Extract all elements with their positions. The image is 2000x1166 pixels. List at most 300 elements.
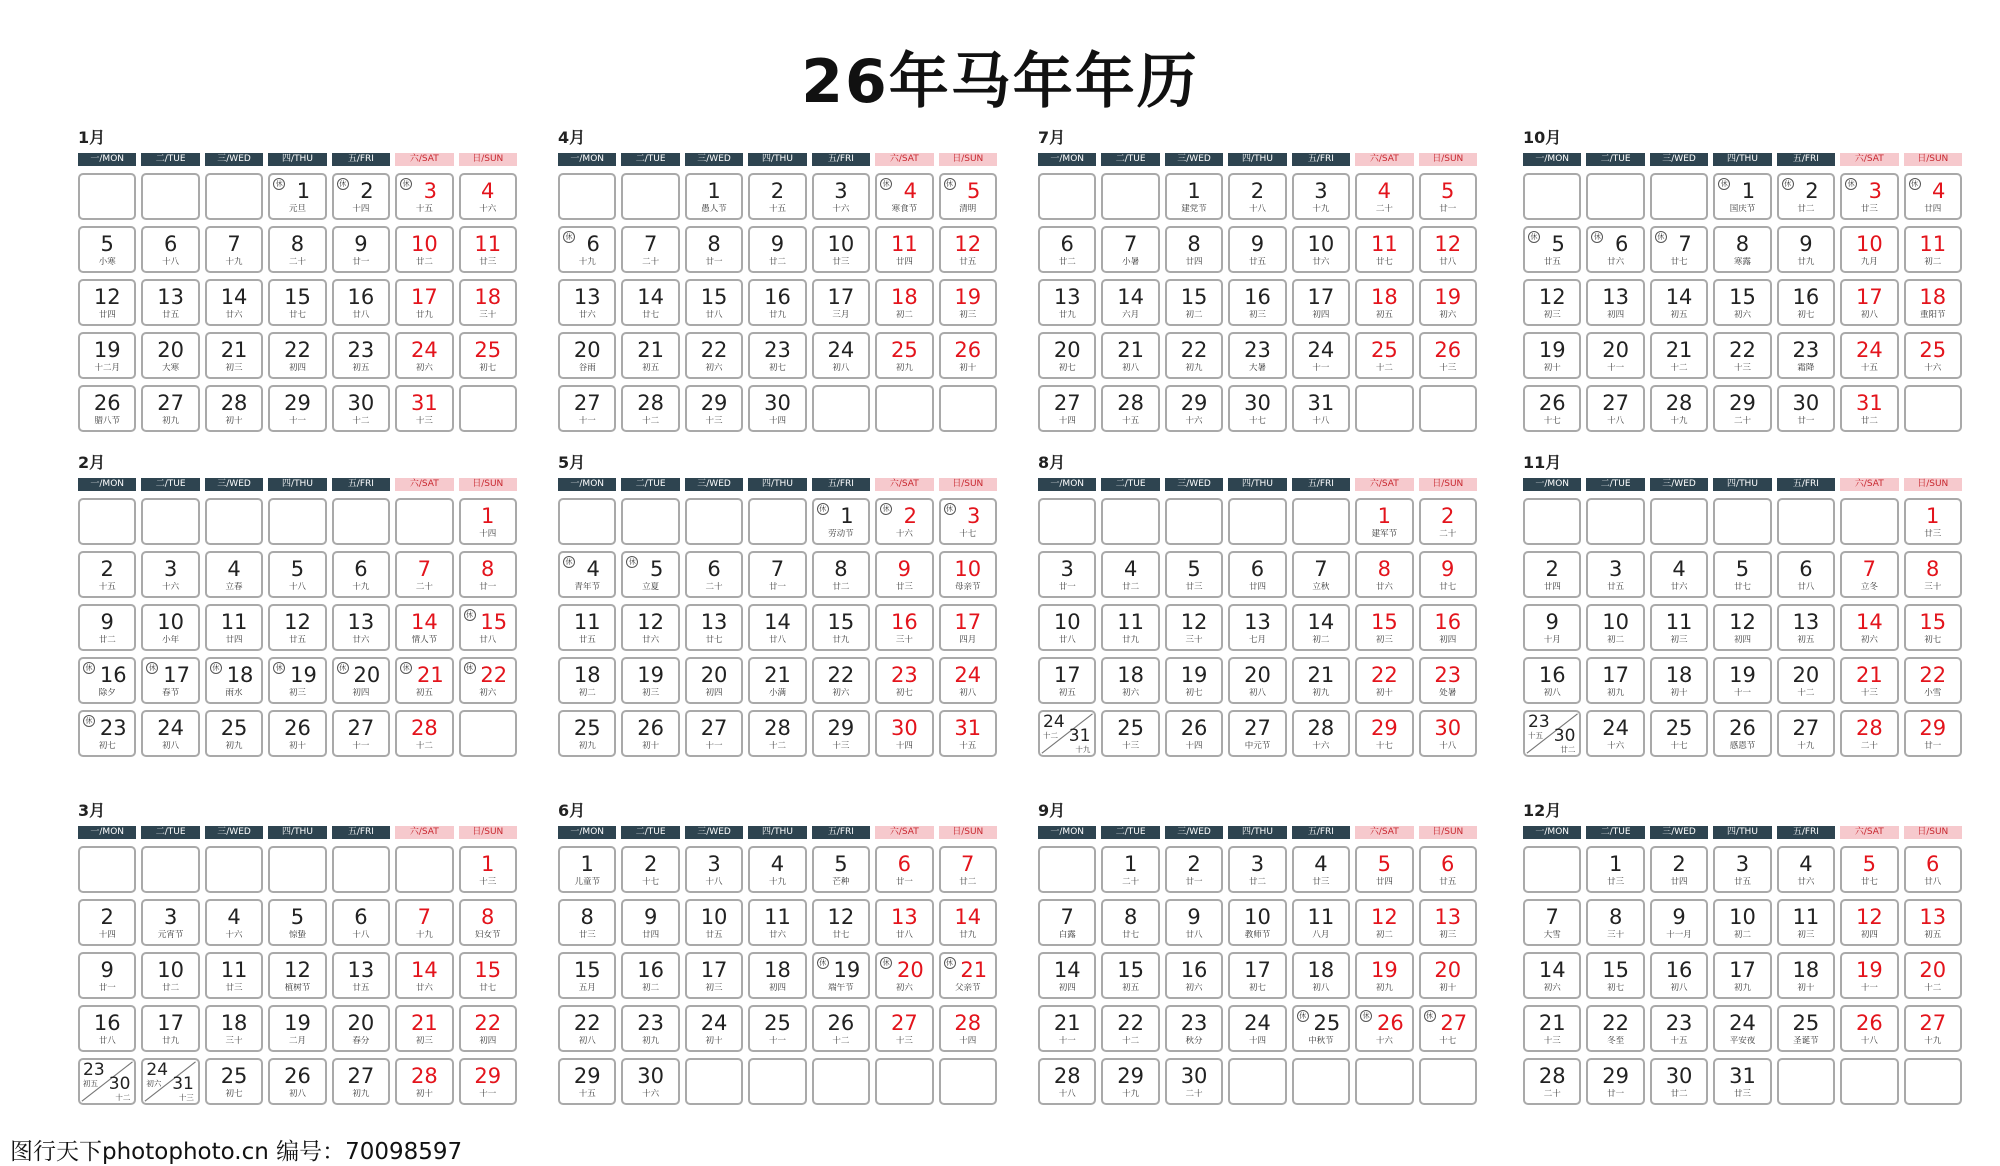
day-cell[interactable] <box>1586 1005 1644 1052</box>
day-cell[interactable] <box>685 952 743 999</box>
day-cell[interactable] <box>812 846 870 893</box>
day-cell[interactable] <box>1523 1058 1581 1105</box>
day-cell[interactable] <box>812 332 870 379</box>
day-cell[interactable] <box>1904 604 1962 651</box>
day-cell[interactable] <box>1586 952 1644 999</box>
day-cell[interactable] <box>459 604 517 651</box>
day-cell[interactable] <box>1586 657 1644 704</box>
day-cell[interactable] <box>621 899 679 946</box>
day-cell[interactable] <box>1355 498 1413 545</box>
day-cell[interactable] <box>205 604 263 651</box>
day-cell[interactable] <box>332 1058 390 1105</box>
day-cell[interactable] <box>395 952 453 999</box>
day-cell[interactable] <box>1650 332 1708 379</box>
day-cell[interactable] <box>1038 551 1096 598</box>
day-cell[interactable] <box>1713 226 1771 273</box>
day-cell[interactable] <box>268 657 326 704</box>
day-cell[interactable] <box>685 1005 743 1052</box>
day-cell[interactable] <box>459 1058 517 1105</box>
day-cell[interactable] <box>621 226 679 273</box>
day-cell[interactable] <box>1650 226 1708 273</box>
day-cell[interactable] <box>1650 279 1708 326</box>
day-cell[interactable] <box>1165 226 1223 273</box>
day-cell[interactable] <box>395 551 453 598</box>
day-cell[interactable] <box>1292 657 1350 704</box>
day-cell[interactable] <box>558 846 616 893</box>
day-cell[interactable] <box>459 173 517 220</box>
day-cell[interactable] <box>1904 657 1962 704</box>
day-cell[interactable] <box>1777 604 1835 651</box>
day-cell[interactable] <box>332 385 390 432</box>
day-cell[interactable] <box>1523 952 1581 999</box>
day-cell[interactable] <box>1523 551 1581 598</box>
day-cell[interactable] <box>621 551 679 598</box>
day-cell[interactable] <box>268 551 326 598</box>
day-cell[interactable] <box>812 604 870 651</box>
day-cell[interactable] <box>1228 846 1286 893</box>
day-cell[interactable] <box>78 332 136 379</box>
day-cell[interactable] <box>1586 710 1644 757</box>
day-cell[interactable] <box>1777 1005 1835 1052</box>
day-cell[interactable] <box>812 899 870 946</box>
day-cell[interactable] <box>1165 846 1223 893</box>
day-cell[interactable] <box>748 657 806 704</box>
day-cell[interactable] <box>1292 846 1350 893</box>
day-cell[interactable] <box>395 710 453 757</box>
day-cell[interactable] <box>1292 173 1350 220</box>
day-cell[interactable] <box>1777 173 1835 220</box>
day-cell[interactable] <box>1101 279 1159 326</box>
day-cell[interactable] <box>1228 551 1286 598</box>
day-cell[interactable] <box>939 1005 997 1052</box>
day-cell[interactable] <box>748 226 806 273</box>
day-cell[interactable] <box>685 226 743 273</box>
day-cell[interactable] <box>1419 279 1477 326</box>
day-cell[interactable] <box>1038 657 1096 704</box>
day-cell[interactable] <box>1038 604 1096 651</box>
day-cell[interactable] <box>1101 1005 1159 1052</box>
day-cell[interactable] <box>1419 332 1477 379</box>
day-cell[interactable] <box>748 952 806 999</box>
day-cell[interactable] <box>1165 1058 1223 1105</box>
day-cell[interactable] <box>268 952 326 999</box>
day-cell[interactable] <box>332 604 390 651</box>
day-cell[interactable] <box>1228 385 1286 432</box>
day-cell[interactable] <box>1904 846 1962 893</box>
day-cell[interactable] <box>1038 226 1096 273</box>
day-cell[interactable] <box>1713 657 1771 704</box>
day-cell[interactable] <box>1355 226 1413 273</box>
day-cell[interactable] <box>205 1005 263 1052</box>
day-cell[interactable] <box>1292 385 1350 432</box>
day-cell[interactable] <box>685 657 743 704</box>
day-cell[interactable] <box>1228 899 1286 946</box>
day-cell[interactable] <box>1904 952 1962 999</box>
day-cell[interactable] <box>1586 846 1644 893</box>
day-cell[interactable] <box>558 657 616 704</box>
day-cell[interactable] <box>395 173 453 220</box>
day-cell[interactable] <box>268 173 326 220</box>
day-cell[interactable] <box>268 710 326 757</box>
day-cell-split[interactable] <box>1038 710 1096 757</box>
day-cell[interactable] <box>205 226 263 273</box>
day-cell[interactable] <box>1419 657 1477 704</box>
day-cell[interactable] <box>141 551 199 598</box>
day-cell[interactable] <box>1713 952 1771 999</box>
day-cell[interactable] <box>812 498 870 545</box>
day-cell[interactable] <box>1228 173 1286 220</box>
day-cell[interactable] <box>459 1005 517 1052</box>
day-cell[interactable] <box>1038 385 1096 432</box>
day-cell[interactable] <box>1355 899 1413 946</box>
day-cell[interactable] <box>459 899 517 946</box>
day-cell[interactable] <box>1228 710 1286 757</box>
day-cell[interactable] <box>1840 173 1898 220</box>
day-cell[interactable] <box>1038 1058 1096 1105</box>
day-cell[interactable] <box>875 1005 933 1052</box>
day-cell[interactable] <box>939 657 997 704</box>
day-cell[interactable] <box>621 604 679 651</box>
day-cell[interactable] <box>459 846 517 893</box>
day-cell[interactable] <box>1777 846 1835 893</box>
day-cell[interactable] <box>1840 279 1898 326</box>
day-cell[interactable] <box>332 226 390 273</box>
day-cell[interactable] <box>1650 710 1708 757</box>
day-cell[interactable] <box>1840 1005 1898 1052</box>
day-cell[interactable] <box>1419 173 1477 220</box>
day-cell[interactable] <box>748 899 806 946</box>
day-cell[interactable] <box>685 173 743 220</box>
day-cell[interactable] <box>1165 657 1223 704</box>
day-cell[interactable] <box>1165 899 1223 946</box>
day-cell[interactable] <box>558 1058 616 1105</box>
day-cell[interactable] <box>621 657 679 704</box>
day-cell[interactable] <box>1101 332 1159 379</box>
day-cell[interactable] <box>1355 710 1413 757</box>
day-cell[interactable] <box>748 604 806 651</box>
day-cell[interactable] <box>1840 226 1898 273</box>
day-cell[interactable] <box>1228 657 1286 704</box>
day-cell[interactable] <box>141 604 199 651</box>
day-cell[interactable] <box>939 226 997 273</box>
day-cell[interactable] <box>812 551 870 598</box>
day-cell[interactable] <box>1523 385 1581 432</box>
day-cell[interactable] <box>1650 952 1708 999</box>
day-cell[interactable] <box>1038 332 1096 379</box>
day-cell[interactable] <box>875 226 933 273</box>
day-cell[interactable] <box>1165 1005 1223 1052</box>
day-cell[interactable] <box>1101 657 1159 704</box>
day-cell[interactable] <box>1904 710 1962 757</box>
day-cell[interactable] <box>875 710 933 757</box>
day-cell[interactable] <box>395 657 453 704</box>
day-cell[interactable] <box>268 899 326 946</box>
day-cell[interactable] <box>78 279 136 326</box>
day-cell[interactable] <box>1355 551 1413 598</box>
day-cell[interactable] <box>395 1005 453 1052</box>
day-cell-split[interactable] <box>141 1058 199 1105</box>
day-cell[interactable] <box>1586 899 1644 946</box>
day-cell[interactable] <box>1038 279 1096 326</box>
day-cell[interactable] <box>1904 498 1962 545</box>
day-cell[interactable] <box>1101 952 1159 999</box>
day-cell[interactable] <box>621 385 679 432</box>
day-cell[interactable] <box>748 551 806 598</box>
day-cell[interactable] <box>268 279 326 326</box>
day-cell[interactable] <box>875 657 933 704</box>
day-cell[interactable] <box>1713 899 1771 946</box>
day-cell[interactable] <box>1101 385 1159 432</box>
day-cell[interactable] <box>1419 899 1477 946</box>
day-cell[interactable] <box>939 710 997 757</box>
day-cell[interactable] <box>395 1058 453 1105</box>
day-cell[interactable] <box>1292 551 1350 598</box>
day-cell[interactable] <box>1904 332 1962 379</box>
day-cell[interactable] <box>332 332 390 379</box>
day-cell[interactable] <box>1038 952 1096 999</box>
day-cell[interactable] <box>1355 604 1413 651</box>
day-cell[interactable] <box>875 952 933 999</box>
day-cell[interactable] <box>558 1005 616 1052</box>
day-cell[interactable] <box>748 173 806 220</box>
day-cell[interactable] <box>558 710 616 757</box>
day-cell[interactable] <box>268 332 326 379</box>
day-cell[interactable] <box>1101 604 1159 651</box>
day-cell-split[interactable] <box>78 1058 136 1105</box>
day-cell[interactable] <box>1650 604 1708 651</box>
day-cell[interactable] <box>395 899 453 946</box>
day-cell[interactable] <box>1038 899 1096 946</box>
day-cell[interactable] <box>1777 657 1835 704</box>
day-cell[interactable] <box>685 385 743 432</box>
day-cell[interactable] <box>812 226 870 273</box>
day-cell[interactable] <box>875 173 933 220</box>
day-cell[interactable] <box>268 226 326 273</box>
day-cell[interactable] <box>332 551 390 598</box>
day-cell[interactable] <box>1650 1005 1708 1052</box>
day-cell[interactable] <box>1228 952 1286 999</box>
day-cell[interactable] <box>459 226 517 273</box>
day-cell[interactable] <box>1292 710 1350 757</box>
day-cell[interactable] <box>78 226 136 273</box>
day-cell[interactable] <box>459 952 517 999</box>
day-cell[interactable] <box>141 952 199 999</box>
day-cell[interactable] <box>1523 332 1581 379</box>
day-cell[interactable] <box>1165 332 1223 379</box>
day-cell[interactable] <box>1777 551 1835 598</box>
day-cell[interactable] <box>1713 1005 1771 1052</box>
day-cell[interactable] <box>205 551 263 598</box>
day-cell[interactable] <box>1292 332 1350 379</box>
day-cell[interactable] <box>1419 226 1477 273</box>
day-cell[interactable] <box>1419 710 1477 757</box>
day-cell[interactable] <box>1355 332 1413 379</box>
day-cell[interactable] <box>1777 710 1835 757</box>
day-cell[interactable] <box>205 385 263 432</box>
day-cell[interactable] <box>1650 385 1708 432</box>
day-cell[interactable] <box>1419 952 1477 999</box>
day-cell[interactable] <box>1101 710 1159 757</box>
day-cell[interactable] <box>78 604 136 651</box>
day-cell[interactable] <box>1523 657 1581 704</box>
day-cell[interactable] <box>1165 604 1223 651</box>
day-cell[interactable] <box>1419 498 1477 545</box>
day-cell[interactable] <box>812 710 870 757</box>
day-cell[interactable] <box>1228 279 1286 326</box>
day-cell[interactable] <box>558 279 616 326</box>
day-cell[interactable] <box>1904 551 1962 598</box>
day-cell[interactable] <box>459 657 517 704</box>
day-cell[interactable] <box>1840 657 1898 704</box>
day-cell[interactable] <box>78 385 136 432</box>
day-cell[interactable] <box>459 279 517 326</box>
day-cell[interactable] <box>205 1058 263 1105</box>
day-cell[interactable] <box>685 551 743 598</box>
day-cell[interactable] <box>1228 226 1286 273</box>
day-cell[interactable] <box>1586 551 1644 598</box>
day-cell[interactable] <box>78 551 136 598</box>
day-cell[interactable] <box>1713 710 1771 757</box>
day-cell[interactable] <box>1650 551 1708 598</box>
day-cell[interactable] <box>1713 332 1771 379</box>
day-cell[interactable] <box>875 498 933 545</box>
day-cell[interactable] <box>1840 899 1898 946</box>
day-cell[interactable] <box>621 332 679 379</box>
day-cell[interactable] <box>1228 604 1286 651</box>
day-cell[interactable] <box>1713 551 1771 598</box>
day-cell[interactable] <box>812 657 870 704</box>
day-cell[interactable] <box>621 1058 679 1105</box>
day-cell[interactable] <box>1292 279 1350 326</box>
day-cell[interactable] <box>875 332 933 379</box>
day-cell[interactable] <box>1523 226 1581 273</box>
day-cell[interactable] <box>812 1005 870 1052</box>
day-cell[interactable] <box>141 899 199 946</box>
day-cell[interactable] <box>332 1005 390 1052</box>
day-cell[interactable] <box>621 710 679 757</box>
day-cell[interactable] <box>558 332 616 379</box>
day-cell[interactable] <box>939 332 997 379</box>
day-cell[interactable] <box>141 332 199 379</box>
day-cell[interactable] <box>268 385 326 432</box>
day-cell[interactable] <box>558 604 616 651</box>
day-cell[interactable] <box>332 952 390 999</box>
day-cell[interactable] <box>1165 710 1223 757</box>
day-cell[interactable] <box>1777 332 1835 379</box>
day-cell[interactable] <box>1523 604 1581 651</box>
day-cell[interactable] <box>141 657 199 704</box>
day-cell[interactable] <box>78 952 136 999</box>
day-cell[interactable] <box>1713 385 1771 432</box>
day-cell[interactable] <box>78 899 136 946</box>
day-cell[interactable] <box>1650 846 1708 893</box>
day-cell[interactable] <box>1840 952 1898 999</box>
day-cell[interactable] <box>395 604 453 651</box>
day-cell[interactable] <box>685 710 743 757</box>
day-cell[interactable] <box>395 332 453 379</box>
day-cell[interactable] <box>685 899 743 946</box>
day-cell[interactable] <box>558 952 616 999</box>
day-cell[interactable] <box>1419 551 1477 598</box>
day-cell[interactable] <box>748 332 806 379</box>
day-cell[interactable] <box>1165 279 1223 326</box>
day-cell[interactable] <box>1777 226 1835 273</box>
day-cell-split[interactable] <box>1523 710 1581 757</box>
day-cell[interactable] <box>141 1005 199 1052</box>
day-cell[interactable] <box>558 226 616 273</box>
day-cell[interactable] <box>558 899 616 946</box>
day-cell[interactable] <box>939 498 997 545</box>
day-cell[interactable] <box>939 952 997 999</box>
day-cell[interactable] <box>1650 899 1708 946</box>
day-cell[interactable] <box>1777 385 1835 432</box>
day-cell[interactable] <box>205 657 263 704</box>
day-cell[interactable] <box>1101 899 1159 946</box>
day-cell[interactable] <box>939 846 997 893</box>
day-cell[interactable] <box>268 1005 326 1052</box>
day-cell[interactable] <box>141 279 199 326</box>
day-cell[interactable] <box>1650 1058 1708 1105</box>
day-cell[interactable] <box>1777 899 1835 946</box>
day-cell[interactable] <box>268 1058 326 1105</box>
day-cell[interactable] <box>78 657 136 704</box>
day-cell[interactable] <box>205 710 263 757</box>
day-cell[interactable] <box>78 1005 136 1052</box>
day-cell[interactable] <box>1904 1005 1962 1052</box>
day-cell[interactable] <box>1523 1005 1581 1052</box>
day-cell[interactable] <box>939 551 997 598</box>
day-cell[interactable] <box>1355 173 1413 220</box>
day-cell[interactable] <box>1101 551 1159 598</box>
day-cell[interactable] <box>459 551 517 598</box>
day-cell[interactable] <box>1840 332 1898 379</box>
day-cell[interactable] <box>395 385 453 432</box>
day-cell[interactable] <box>1419 604 1477 651</box>
day-cell[interactable] <box>1586 1058 1644 1105</box>
day-cell[interactable] <box>748 1005 806 1052</box>
day-cell[interactable] <box>332 899 390 946</box>
day-cell[interactable] <box>1355 846 1413 893</box>
day-cell[interactable] <box>332 173 390 220</box>
day-cell[interactable] <box>395 226 453 273</box>
day-cell[interactable] <box>1292 899 1350 946</box>
day-cell[interactable] <box>1713 173 1771 220</box>
day-cell[interactable] <box>875 279 933 326</box>
day-cell[interactable] <box>1777 952 1835 999</box>
day-cell[interactable] <box>685 279 743 326</box>
day-cell[interactable] <box>459 332 517 379</box>
day-cell[interactable] <box>748 846 806 893</box>
day-cell[interactable] <box>1292 226 1350 273</box>
day-cell[interactable] <box>875 604 933 651</box>
day-cell[interactable] <box>1650 657 1708 704</box>
day-cell[interactable] <box>1355 1005 1413 1052</box>
day-cell[interactable] <box>1101 226 1159 273</box>
day-cell[interactable] <box>459 498 517 545</box>
day-cell[interactable] <box>939 173 997 220</box>
day-cell[interactable] <box>1904 899 1962 946</box>
day-cell[interactable] <box>1419 846 1477 893</box>
day-cell[interactable] <box>1904 279 1962 326</box>
day-cell[interactable] <box>1586 332 1644 379</box>
day-cell[interactable] <box>621 1005 679 1052</box>
day-cell[interactable] <box>812 952 870 999</box>
day-cell[interactable] <box>939 899 997 946</box>
day-cell[interactable] <box>939 604 997 651</box>
day-cell[interactable] <box>1523 279 1581 326</box>
day-cell[interactable] <box>1101 846 1159 893</box>
day-cell[interactable] <box>1840 385 1898 432</box>
